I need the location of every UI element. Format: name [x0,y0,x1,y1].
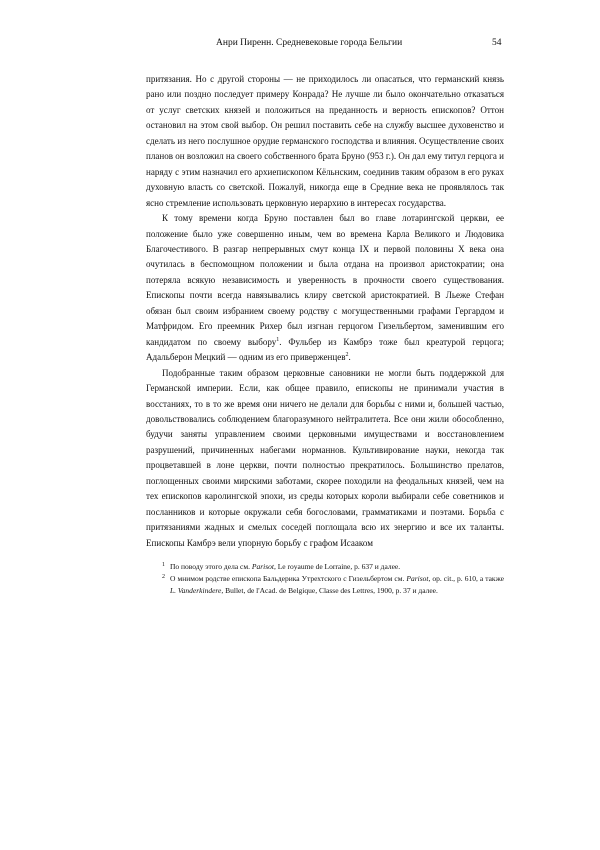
footnotes [162,561,504,597]
paragraph-2-text-b: . Фульбер из Камбрэ тоже был креатурой герцога; Адальберон Мецкий — одним из его приверженцев [146,336,504,363]
footnote-mark-1: 1 [162,562,165,568]
running-header [0,36,600,50]
main-text [146,72,504,551]
footnote-1-author: Parisot [251,562,274,571]
footnote-1 [162,561,504,572]
running-title: Анри Пиренн. Средневековые города Бельгии [216,38,403,48]
footnote-1-rest: , Le royaume de Lorraine, p. 637 и далее. [273,562,401,571]
paragraph-1: притязания. Но с другой стороны — не приходилось ли опасаться, что германский князь рано или поздно последует примеру Конрада? Не лучше ли было окончательно отказаться от услуг светских князей и положиться на преданность и верность епископов? Оттон остановил на этом свой выбор. Он решил поставить себе на службу высшее духовенство и сделать из него послушное орудие германского господства и влияния. Осуществление своих планов он возложил на своего собственного брата Бруно (953 г.). Он дал ему титул герцога и наряду с этим назначил его архиепископом Кёльнским, соединив таким образом в его руках духовную власть со светской. Пожалуй, никогда еще в Средние века не проявлялось так ясно стремление использовать церковную иерархию в интересах государства. [146,74,504,208]
footnote-mark-2: 2 [162,574,165,581]
footnote-ref-1: 1 [276,336,280,343]
footnote-2-rest: , Bullet, de l'Acad. de Belgique, Classe des Lettres, 1900, p. 37 и далее. [221,585,438,595]
footnote-2 [162,573,504,596]
footnote-2-middle: , op. cit., p. 610, а также [428,574,504,584]
paragraph-2 [146,211,504,366]
paragraph-2-text-c: . [348,352,351,363]
footnote-2-text: О мнимом родстве епископа Бальдерика Утрехтского с Гизельбертом см. [170,574,407,584]
paragraph-3: Подобранные таким образом церковные сановники не могли быть поддержкой для Германской империи. Если, как общее правило, епископы не принимали участия в восстаниях, то в то же время они ничего не делали для борьбы с ними и, большей частью, довольствовались соблюдением благоразумного нейтралитета. Все они жили обособленно, будучи заняты управлением своими церковными имуществами и восстановлением разрушений, причиненных набегами норманнов. Культивирование науки, некогда так процветавшей в лоне церкви, почти полностью прекратилось. Большинство прелатов, поглощенных своими мирскими заботами, скорее походили на феодальных князей, чем на тех епископов каролингской эпохи, из среды которых короли выбирали себе советников и посланников и которые окружали себя богословами, грамматиками и поэтами. Борьба с притязаниями жадных и смелых соседей поглощала всю их энергию и все их таланты. Епископы Камбрэ вели упорную борьбу с графом Исааком [146,367,504,548]
footnote-2-author: Parisot [406,574,429,584]
paragraph-2-text-a: К тому времени когда Бруно поставлен был во главе лотарингской церкви, ее положение было уже совершенно иным, чем во времена Карла Великого и Людовика Благочестивого. В разгар непрерывных смут конца IX и первой половины X века она очутилась в беспомощном положении и была отдана на произвол аристократии; она потеряла всякую независимость и уверенность в прочности своего существования. Епископы почти всегда навязывались клиру светской аристократией. В Льеже Стефан обязан был своим избранием своему родству с могущественными графами Гергардом и Матфридом. Его преемник Рихер был изгнан герцогом Гизельбертом, заменившим его кандидатом по своему выбору [146,213,504,347]
footnote-ref-2: 2 [345,352,349,359]
page-number: 54 [492,38,502,48]
footnote-2-author-2: L. Vanderkindere [170,585,222,595]
footnote-1-text: По поводу этого дела см. [170,562,252,571]
